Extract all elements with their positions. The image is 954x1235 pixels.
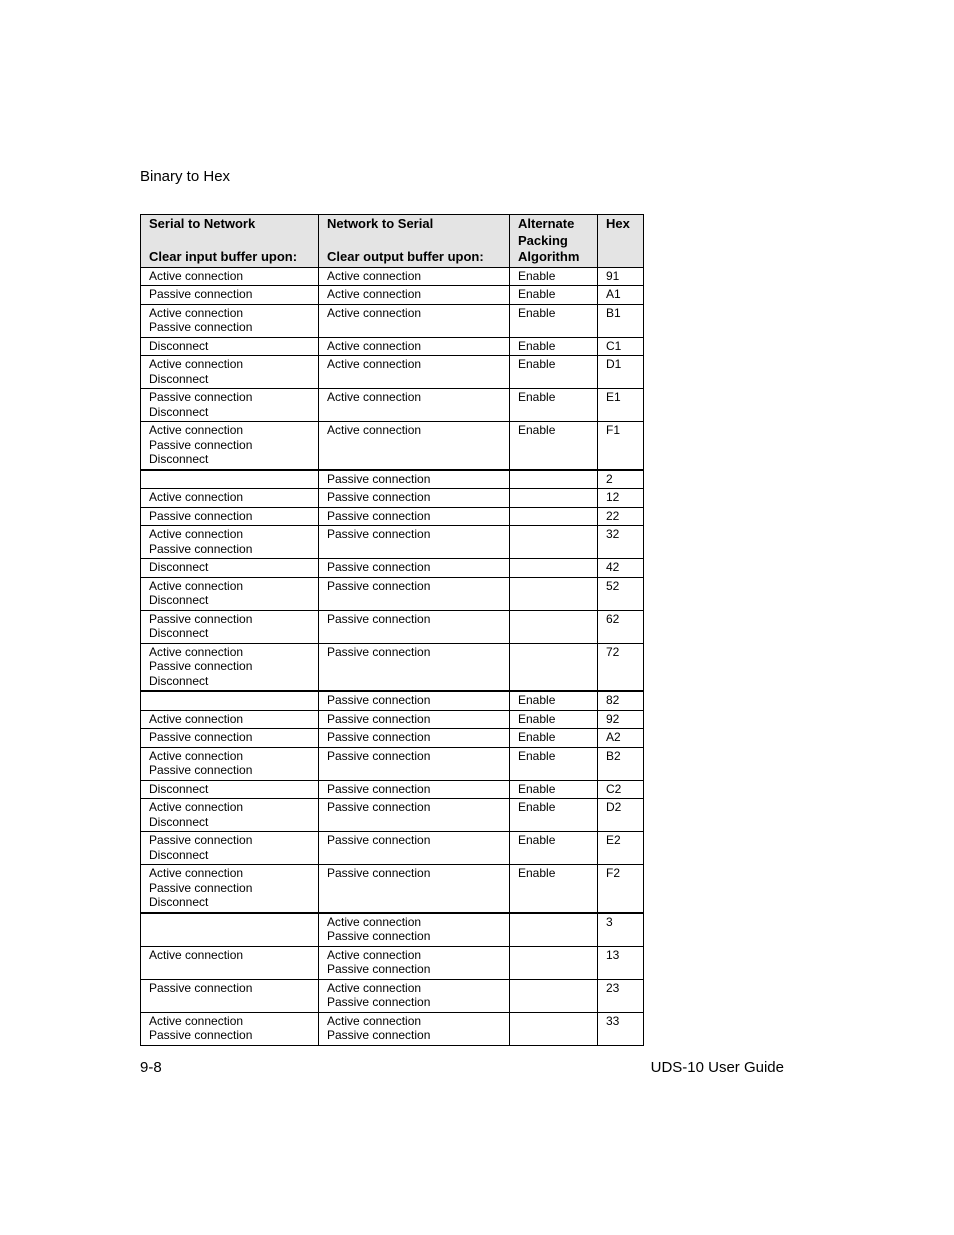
table-row bbox=[141, 526, 644, 559]
cell-hex: 33 bbox=[598, 1012, 644, 1045]
cell-network-to-serial: Passive connection bbox=[319, 610, 510, 643]
header-hex: Hex bbox=[598, 215, 644, 268]
table-row bbox=[141, 304, 644, 337]
cell-hex: E1 bbox=[598, 389, 644, 422]
cell-serial-to-network: Active connection Disconnect bbox=[141, 356, 319, 389]
cell-alternate-packing: Enable bbox=[510, 267, 598, 286]
cell-serial-to-network: Active connection Passive connection bbox=[141, 304, 319, 337]
cell-hex: D2 bbox=[598, 799, 644, 832]
cell-serial-to-network: Passive connection bbox=[141, 729, 319, 748]
cell-hex: A1 bbox=[598, 286, 644, 305]
cell-network-to-serial: Active connection bbox=[319, 304, 510, 337]
cell-network-to-serial: Active connection Passive connection bbox=[319, 913, 510, 947]
cell-serial-to-network bbox=[141, 470, 319, 489]
header-network-to-serial: Network to Serial Clear output buffer upon: bbox=[319, 215, 510, 268]
cell-network-to-serial: Passive connection bbox=[319, 470, 510, 489]
header-alternate-packing: Alternate Packing Algorithm bbox=[510, 215, 598, 268]
table-row bbox=[141, 507, 644, 526]
cell-serial-to-network: Active connection Passive connection bbox=[141, 526, 319, 559]
cell-serial-to-network: Active connection Passive connection Disconnect bbox=[141, 422, 319, 470]
table-row bbox=[141, 356, 644, 389]
cell-serial-to-network: Passive connection bbox=[141, 507, 319, 526]
table-row bbox=[141, 913, 644, 947]
cell-alternate-packing: Enable bbox=[510, 389, 598, 422]
cell-network-to-serial: Passive connection bbox=[319, 489, 510, 508]
table-row bbox=[141, 799, 644, 832]
cell-serial-to-network: Active connection Passive connection Disconnect bbox=[141, 865, 319, 913]
header-serial-to-network: Serial to Network Clear input buffer upon: bbox=[141, 215, 319, 268]
cell-hex: 62 bbox=[598, 610, 644, 643]
cell-hex: 92 bbox=[598, 710, 644, 729]
table-row bbox=[141, 710, 644, 729]
cell-hex: 2 bbox=[598, 470, 644, 489]
table-row bbox=[141, 389, 644, 422]
cell-network-to-serial: Passive connection bbox=[319, 865, 510, 913]
cell-alternate-packing: Enable bbox=[510, 356, 598, 389]
binary-to-hex-table bbox=[140, 214, 644, 1046]
cell-hex: D1 bbox=[598, 356, 644, 389]
table-row bbox=[141, 559, 644, 578]
cell-network-to-serial: Passive connection bbox=[319, 832, 510, 865]
cell-serial-to-network: Passive connection Disconnect bbox=[141, 610, 319, 643]
cell-alternate-packing bbox=[510, 526, 598, 559]
table-row bbox=[141, 337, 644, 356]
cell-serial-to-network: Active connection Passive connection Disconnect bbox=[141, 643, 319, 691]
table-row bbox=[141, 489, 644, 508]
cell-alternate-packing: Enable bbox=[510, 286, 598, 305]
cell-hex: F2 bbox=[598, 865, 644, 913]
table-row bbox=[141, 577, 644, 610]
cell-serial-to-network: Disconnect bbox=[141, 559, 319, 578]
cell-serial-to-network bbox=[141, 913, 319, 947]
cell-network-to-serial: Passive connection bbox=[319, 643, 510, 691]
cell-hex: 72 bbox=[598, 643, 644, 691]
table-row bbox=[141, 267, 644, 286]
table-row bbox=[141, 780, 644, 799]
cell-hex: 42 bbox=[598, 559, 644, 578]
cell-alternate-packing: Enable bbox=[510, 747, 598, 780]
cell-network-to-serial: Active connection bbox=[319, 267, 510, 286]
cell-network-to-serial: Passive connection bbox=[319, 559, 510, 578]
cell-network-to-serial: Passive connection bbox=[319, 747, 510, 780]
cell-network-to-serial: Passive connection bbox=[319, 507, 510, 526]
cell-network-to-serial: Passive connection bbox=[319, 710, 510, 729]
cell-alternate-packing: Enable bbox=[510, 832, 598, 865]
cell-alternate-packing: Enable bbox=[510, 337, 598, 356]
cell-alternate-packing bbox=[510, 559, 598, 578]
cell-serial-to-network: Active connection Disconnect bbox=[141, 577, 319, 610]
cell-serial-to-network: Active connection bbox=[141, 710, 319, 729]
cell-serial-to-network: Active connection Passive connection bbox=[141, 1012, 319, 1045]
table-row bbox=[141, 946, 644, 979]
cell-hex: 52 bbox=[598, 577, 644, 610]
cell-serial-to-network: Passive connection Disconnect bbox=[141, 389, 319, 422]
cell-alternate-packing: Enable bbox=[510, 865, 598, 913]
cell-hex: C1 bbox=[598, 337, 644, 356]
cell-alternate-packing bbox=[510, 507, 598, 526]
cell-hex: B1 bbox=[598, 304, 644, 337]
cell-hex: C2 bbox=[598, 780, 644, 799]
table-row bbox=[141, 470, 644, 489]
table-row bbox=[141, 643, 644, 691]
cell-network-to-serial: Active connection bbox=[319, 356, 510, 389]
cell-alternate-packing bbox=[510, 1012, 598, 1045]
cell-network-to-serial: Passive connection bbox=[319, 729, 510, 748]
cell-alternate-packing: Enable bbox=[510, 691, 598, 710]
cell-alternate-packing: Enable bbox=[510, 780, 598, 799]
cell-alternate-packing bbox=[510, 946, 598, 979]
table-row bbox=[141, 729, 644, 748]
cell-hex: 32 bbox=[598, 526, 644, 559]
cell-network-to-serial: Active connection Passive connection bbox=[319, 1012, 510, 1045]
cell-alternate-packing: Enable bbox=[510, 422, 598, 470]
cell-network-to-serial: Passive connection bbox=[319, 577, 510, 610]
cell-network-to-serial: Passive connection bbox=[319, 780, 510, 799]
cell-network-to-serial: Passive connection bbox=[319, 799, 510, 832]
cell-serial-to-network: Passive connection bbox=[141, 286, 319, 305]
cell-hex: 82 bbox=[598, 691, 644, 710]
cell-serial-to-network: Active connection Passive connection bbox=[141, 747, 319, 780]
cell-alternate-packing bbox=[510, 610, 598, 643]
cell-serial-to-network: Passive connection Disconnect bbox=[141, 832, 319, 865]
cell-network-to-serial: Active connection Passive connection bbox=[319, 946, 510, 979]
cell-serial-to-network: Disconnect bbox=[141, 337, 319, 356]
cell-hex: 3 bbox=[598, 913, 644, 947]
table-row bbox=[141, 610, 644, 643]
cell-alternate-packing: Enable bbox=[510, 304, 598, 337]
cell-network-to-serial: Active connection Passive connection bbox=[319, 979, 510, 1012]
cell-alternate-packing bbox=[510, 489, 598, 508]
cell-hex: B2 bbox=[598, 747, 644, 780]
cell-hex: 12 bbox=[598, 489, 644, 508]
cell-serial-to-network: Active connection bbox=[141, 267, 319, 286]
table-row bbox=[141, 747, 644, 780]
page-number: 9-8 bbox=[140, 1059, 162, 1076]
table-row bbox=[141, 286, 644, 305]
cell-hex: A2 bbox=[598, 729, 644, 748]
cell-serial-to-network: Passive connection bbox=[141, 979, 319, 1012]
table-row bbox=[141, 422, 644, 470]
table-row bbox=[141, 979, 644, 1012]
cell-hex: 13 bbox=[598, 946, 644, 979]
cell-alternate-packing: Enable bbox=[510, 710, 598, 729]
cell-hex: E2 bbox=[598, 832, 644, 865]
table-row bbox=[141, 832, 644, 865]
cell-network-to-serial: Active connection bbox=[319, 286, 510, 305]
cell-hex: F1 bbox=[598, 422, 644, 470]
cell-network-to-serial: Active connection bbox=[319, 389, 510, 422]
cell-alternate-packing: Enable bbox=[510, 799, 598, 832]
cell-serial-to-network bbox=[141, 691, 319, 710]
table-row bbox=[141, 691, 644, 710]
section-title: Binary to Hex bbox=[140, 168, 231, 185]
cell-serial-to-network: Active connection bbox=[141, 489, 319, 508]
cell-network-to-serial: Active connection bbox=[319, 422, 510, 470]
cell-network-to-serial: Passive connection bbox=[319, 526, 510, 559]
cell-serial-to-network: Disconnect bbox=[141, 780, 319, 799]
cell-network-to-serial: Passive connection bbox=[319, 691, 510, 710]
cell-alternate-packing bbox=[510, 470, 598, 489]
table-row bbox=[141, 1012, 644, 1045]
cell-alternate-packing bbox=[510, 979, 598, 1012]
cell-serial-to-network: Active connection bbox=[141, 946, 319, 979]
table-row bbox=[141, 865, 644, 913]
cell-alternate-packing: Enable bbox=[510, 729, 598, 748]
cell-alternate-packing bbox=[510, 577, 598, 610]
cell-hex: 23 bbox=[598, 979, 644, 1012]
cell-hex: 91 bbox=[598, 267, 644, 286]
cell-alternate-packing bbox=[510, 643, 598, 691]
cell-hex: 22 bbox=[598, 507, 644, 526]
cell-serial-to-network: Active connection Disconnect bbox=[141, 799, 319, 832]
table-body bbox=[141, 267, 644, 1045]
table-header-row bbox=[141, 215, 644, 268]
cell-network-to-serial: Active connection bbox=[319, 337, 510, 356]
guide-title: UDS-10 User Guide bbox=[650, 1059, 784, 1076]
cell-alternate-packing bbox=[510, 913, 598, 947]
